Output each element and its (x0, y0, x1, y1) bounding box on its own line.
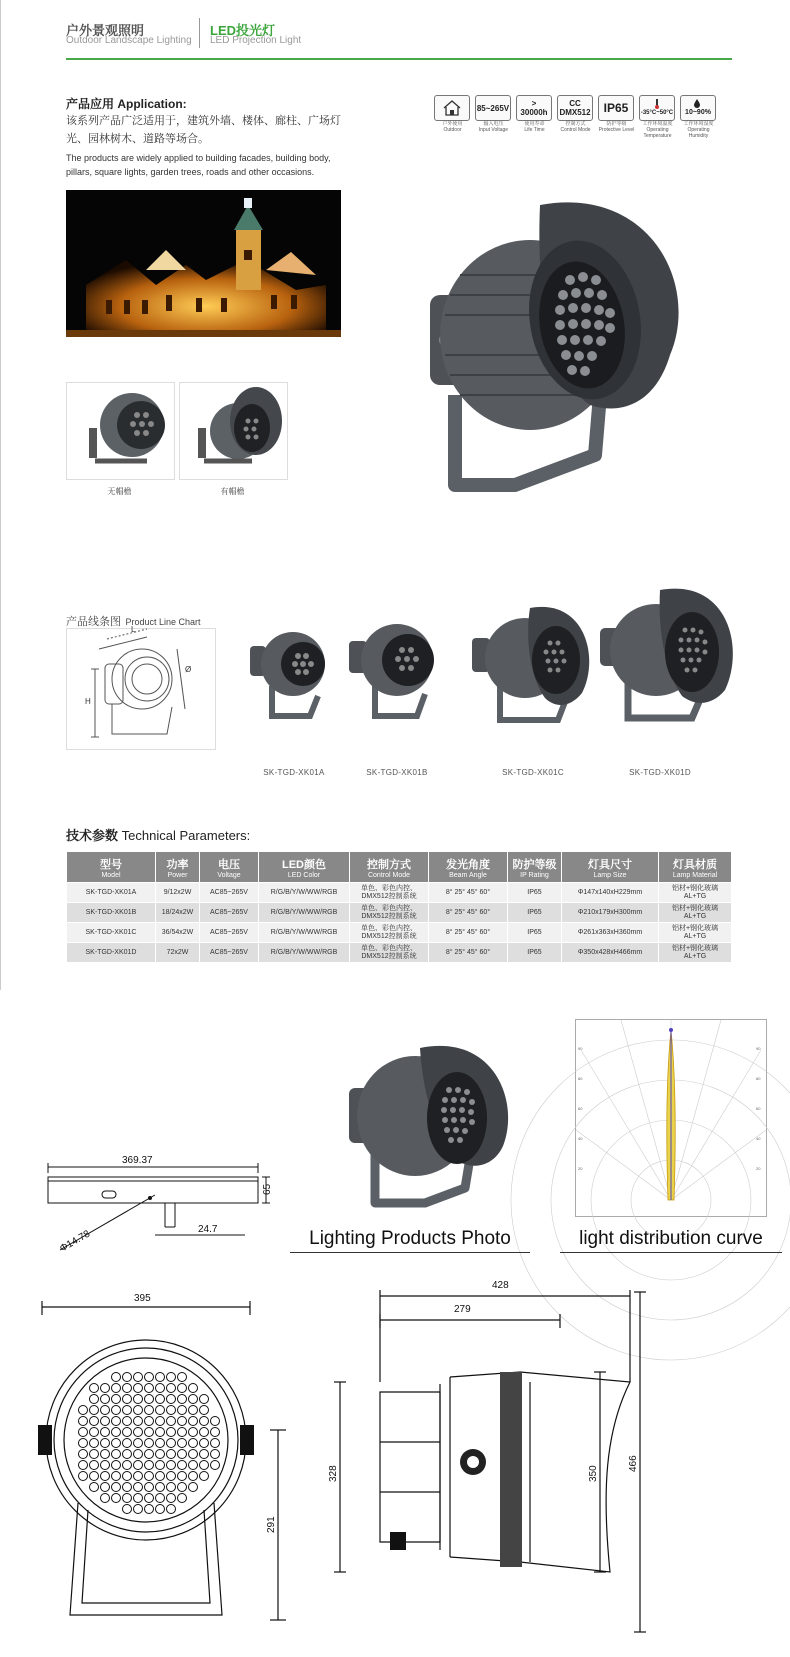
led-bead (90, 1450, 99, 1459)
cell-voltage: AC85~265V (200, 883, 259, 903)
cell-power: 18/24x2W (156, 903, 200, 923)
cell-model: SK-TGD-XK01D (67, 943, 156, 963)
led-bead (178, 1461, 187, 1470)
led-bead (123, 1461, 132, 1470)
led-bead (123, 1373, 132, 1382)
tech-table (66, 851, 732, 963)
led-bead (189, 1461, 198, 1470)
led-bead (123, 1395, 132, 1404)
led-bead (90, 1461, 99, 1470)
product-title-cn: LED投光灯 (210, 23, 276, 38)
cell-size: Φ147x140xH229mm (562, 883, 659, 903)
led-bead (79, 1428, 88, 1437)
cell-ip: IP65 (508, 883, 562, 903)
spec-label-en: Operating Humidity (687, 127, 710, 139)
model-caption-a: SK-TGD-XK01A (263, 768, 325, 777)
svg-text:20: 20 (756, 1166, 761, 1171)
led-bead (134, 1428, 143, 1437)
led-bead (156, 1395, 165, 1404)
spec-label-cn: 工作环境温度 (642, 121, 673, 127)
dim-label-d: Ø (185, 665, 192, 674)
led-bead (134, 1461, 143, 1470)
led-bead (123, 1450, 132, 1459)
led-bead (145, 1472, 154, 1481)
led-bead (101, 1483, 110, 1492)
svg-text:60: 60 (756, 1106, 761, 1111)
led-bead (178, 1428, 187, 1437)
svg-text:60: 60 (578, 1106, 583, 1111)
cell-control: 单色、彩色内控、DMX512控制系统 (350, 883, 429, 903)
spec-value: 10~90% (685, 109, 711, 116)
dim-side-height-3: 466 (628, 1455, 639, 1472)
tech-header-row (67, 852, 732, 883)
led-bead (211, 1417, 220, 1426)
cell-model: SK-TGD-XK01A (67, 883, 156, 903)
cell-voltage: AC85~265V (200, 903, 259, 923)
th-ip-rating: 防护等级 IP Rating (508, 852, 562, 883)
led-bead (134, 1483, 143, 1492)
led-bead (134, 1505, 143, 1514)
tech-title-cn: 技术参数 (66, 828, 119, 843)
led-bead (178, 1417, 187, 1426)
humidity-icon (680, 95, 716, 121)
led-bead (112, 1428, 121, 1437)
product-line-title-en: Product Line Chart (125, 617, 201, 627)
product-title-en: LED Projection Light (210, 35, 302, 46)
th-model: 型号 Model (67, 852, 156, 883)
led-bead (134, 1395, 143, 1404)
led-bead (211, 1450, 220, 1459)
led-bead (167, 1428, 176, 1437)
curve-caption: light distribution curve (579, 1228, 763, 1249)
led-bead (123, 1505, 132, 1514)
spec-label-cn: 输入电压 (483, 121, 504, 127)
led-bead (112, 1483, 121, 1492)
spec-label-cn: 防护等级 (606, 121, 627, 127)
led-bead (200, 1461, 209, 1470)
led-bead (101, 1428, 110, 1437)
dim-side-height-2: 350 (588, 1465, 599, 1482)
cell-beam: 8° 25° 45° 60° (429, 923, 508, 943)
led-bead (145, 1461, 154, 1470)
spec-value: > 30000h (520, 99, 548, 117)
led-bead (189, 1483, 198, 1492)
model-lamp-d (600, 578, 740, 738)
svg-text:90: 90 (578, 1046, 583, 1051)
led-bead (145, 1439, 154, 1448)
cell-ip: IP65 (508, 903, 562, 923)
cell-beam: 8° 25° 45° 60° (429, 903, 508, 923)
led-bead (189, 1450, 198, 1459)
led-bead (156, 1450, 165, 1459)
tech-title-en: Technical Parameters: (121, 828, 251, 843)
led-bead (167, 1505, 176, 1514)
led-bead (200, 1417, 209, 1426)
svg-text:40: 40 (578, 1136, 583, 1141)
led-bead (79, 1450, 88, 1459)
svg-text:80: 80 (578, 1076, 583, 1081)
led-bead (167, 1439, 176, 1448)
led-bead (178, 1439, 187, 1448)
cell-voltage: AC85~265V (200, 943, 259, 963)
spec-value: 85~265V (476, 103, 510, 113)
led-bead (90, 1384, 99, 1393)
led-bead (167, 1384, 176, 1393)
model-lamp-a (248, 626, 338, 736)
th-power: 功率 Power (156, 852, 200, 883)
led-bead (167, 1494, 176, 1503)
front-view-drawing (30, 1285, 320, 1650)
dim-side-width: 428 (492, 1280, 509, 1291)
spec-label-en: Operating Temperature (643, 127, 672, 139)
led-bead (211, 1439, 220, 1448)
led-bead (134, 1417, 143, 1426)
spec-icon-control (557, 95, 594, 139)
led-bead (101, 1461, 110, 1470)
spec-label-en: Control Mode (560, 127, 591, 133)
side-view-drawing (330, 1272, 770, 1652)
application-desc-en-2: pillars, square lights, garden trees, roads and other occasions. (66, 167, 315, 177)
dim-hole-diameter: Φ14.78 (58, 1228, 93, 1255)
cell-material: 铝材+钢化玻璃 AL+TG (659, 883, 732, 903)
dim-front-height: 291 (266, 1516, 277, 1533)
led-bead (79, 1439, 88, 1448)
header-rule (66, 58, 732, 60)
dim-slot-width: 24.7 (198, 1224, 218, 1235)
house-icon (434, 95, 470, 121)
led-bead (156, 1406, 165, 1415)
ip-icon (598, 95, 634, 121)
led-bead (189, 1472, 198, 1481)
application-photo (66, 190, 341, 337)
led-bead (178, 1483, 187, 1492)
led-bead (211, 1428, 220, 1437)
led-bead (145, 1395, 154, 1404)
application-desc-cn-2: 光、园林树木、道路等场合。 (66, 133, 209, 145)
cell-control: 单色、彩色内控、DMX512控制系统 (350, 903, 429, 923)
led-bead (134, 1373, 143, 1382)
led-bead (167, 1472, 176, 1481)
svg-text:90: 90 (756, 1046, 761, 1051)
cell-size: Φ350x428xH466mm (562, 943, 659, 963)
voltage-icon (475, 95, 511, 121)
cell-beam: 8° 25° 45° 60° (429, 883, 508, 903)
led-bead (101, 1406, 110, 1415)
dim-side-width-2: 279 (454, 1304, 471, 1315)
thumb-caption-no-hood: 无帽檐 (107, 487, 132, 496)
led-bead (134, 1384, 143, 1393)
spec-label-cn: 控制方式 (565, 121, 586, 127)
led-bead (156, 1384, 165, 1393)
led-bead (145, 1428, 154, 1437)
spec-label-en: Input Voltage (478, 127, 509, 133)
thumb-caption-with-hood: 有帽檐 (220, 487, 245, 496)
led-bead (189, 1384, 198, 1393)
application-desc-cn-1: 该系列产品广泛适用于，建筑外墙、楼体、廊柱、广场灯 (66, 115, 341, 127)
application-title: 产品应用 Application: (66, 97, 187, 111)
led-bead (101, 1384, 110, 1393)
curve-caption-rule (560, 1252, 782, 1253)
led-bead (112, 1373, 121, 1382)
spec-label-en: Outdoor (443, 127, 462, 133)
led-bead (101, 1439, 110, 1448)
led-bead (101, 1472, 110, 1481)
svg-text:20: 20 (578, 1166, 583, 1171)
led-bead (167, 1461, 176, 1470)
led-bead (101, 1450, 110, 1459)
led-bead (178, 1494, 187, 1503)
led-bead (123, 1384, 132, 1393)
led-bead (145, 1494, 154, 1503)
spec-icon-humidity (680, 95, 717, 139)
led-bead (189, 1417, 198, 1426)
led-bead (156, 1472, 165, 1481)
led-bead (101, 1417, 110, 1426)
model-caption-d: SK-TGD-XK01D (629, 768, 691, 777)
led-bead (145, 1406, 154, 1415)
led-bead (112, 1406, 121, 1415)
led-bead (145, 1373, 154, 1382)
led-bead (189, 1428, 198, 1437)
led-bead (123, 1439, 132, 1448)
led-bead (167, 1483, 176, 1492)
hero-lamp-image (420, 185, 690, 515)
led-bead (134, 1472, 143, 1481)
cell-color: R/G/B/Y/W/WW/RGB (259, 903, 350, 923)
th-led-color: LED颜色 LED Color (259, 852, 350, 883)
cell-color: R/G/B/Y/W/WW/RGB (259, 923, 350, 943)
led-bead (178, 1395, 187, 1404)
thumb-with-hood (179, 382, 288, 480)
led-bead (123, 1494, 132, 1503)
led-bead (112, 1439, 121, 1448)
led-bead (90, 1406, 99, 1415)
led-bead (145, 1417, 154, 1426)
led-bead (156, 1461, 165, 1470)
led-bead (167, 1395, 176, 1404)
product-line-title-cn: 产品线条图 (66, 616, 121, 628)
line-drawing-box (66, 625, 216, 750)
led-bead (112, 1494, 121, 1503)
led-bead (178, 1472, 187, 1481)
led-bead (90, 1472, 99, 1481)
led-bead (90, 1395, 99, 1404)
led-bead (112, 1395, 121, 1404)
model-lamp-c (470, 598, 595, 738)
led-bead (134, 1439, 143, 1448)
category-title-en: Outdoor Landscape Lighting (66, 35, 192, 46)
cell-power: 72x2W (156, 943, 200, 963)
led-bead (101, 1395, 110, 1404)
cell-model: SK-TGD-XK01C (67, 923, 156, 943)
led-bead (200, 1428, 209, 1437)
table-row (67, 883, 732, 903)
led-bead (79, 1406, 88, 1415)
led-bead (112, 1450, 121, 1459)
table-row (67, 943, 732, 963)
cell-power: 9/12x2W (156, 883, 200, 903)
bracket-drawing (40, 1155, 273, 1255)
led-bead (200, 1472, 209, 1481)
led-bead (123, 1406, 132, 1415)
led-bead (200, 1439, 209, 1448)
led-bead (90, 1483, 99, 1492)
spec-label-en: Protective Level (598, 127, 635, 133)
th-voltage: 电压 Voltage (200, 852, 259, 883)
led-bead (134, 1406, 143, 1415)
spec-icon-ip (598, 95, 635, 139)
led-bead (90, 1417, 99, 1426)
left-border (0, 0, 1, 990)
led-bead (156, 1417, 165, 1426)
photo-caption-rule (290, 1252, 530, 1253)
led-bead (90, 1428, 99, 1437)
spec-value: CC DMX512 (559, 99, 591, 117)
led-bead (156, 1439, 165, 1448)
dim-front-width: 395 (134, 1293, 151, 1304)
product-photo (345, 1028, 515, 1218)
thermometer-icon (639, 95, 675, 121)
led-bead (134, 1450, 143, 1459)
header-divider (199, 18, 200, 48)
led-bead (156, 1373, 165, 1382)
th-lamp-size: 灯具尺寸 Lamp Size (562, 852, 659, 883)
led-bead (167, 1450, 176, 1459)
cell-ip: IP65 (508, 923, 562, 943)
svg-text:40: 40 (756, 1136, 761, 1141)
thumb-no-hood (66, 382, 175, 480)
model-caption-b: SK-TGD-XK01B (366, 768, 428, 777)
led-bead (112, 1417, 121, 1426)
spec-icon-life (516, 95, 553, 139)
control-icon (557, 95, 593, 121)
cell-power: 36/54x2W (156, 923, 200, 943)
spec-label-en: Life Time (524, 127, 545, 133)
led-bead (145, 1450, 154, 1459)
th-beam-angle: 发光角度 Beam Angle (429, 852, 508, 883)
th-control-mode: 控制方式 Control Mode (350, 852, 429, 883)
tech-title (66, 825, 250, 844)
led-bead (167, 1406, 176, 1415)
led-bead (211, 1461, 220, 1470)
th-lamp-material: 灯具材质 Lamp Material (659, 852, 732, 883)
photo-caption: Lighting Products Photo (309, 1228, 511, 1249)
led-bead (145, 1384, 154, 1393)
dim-label-l: L (131, 625, 136, 634)
cell-control: 单色、彩色内控、DMX512控制系统 (350, 923, 429, 943)
cell-beam: 8° 25° 45° 60° (429, 943, 508, 963)
dim-label-h: H (85, 697, 91, 706)
svg-text:80: 80 (756, 1076, 761, 1081)
led-bead (167, 1417, 176, 1426)
led-bead (134, 1494, 143, 1503)
led-bead (178, 1450, 187, 1459)
spec-label-cn: 使用寿命 (524, 121, 545, 127)
led-bead (112, 1461, 121, 1470)
spec-icon-outdoor (434, 95, 471, 139)
led-bead (178, 1384, 187, 1393)
spec-value: IP65 (603, 100, 629, 115)
dim-bracket-length: 369.37 (122, 1155, 153, 1166)
led-bead (156, 1505, 165, 1514)
cell-ip: IP65 (508, 943, 562, 963)
cell-material: 铝材+钢化玻璃 AL+TG (659, 923, 732, 943)
led-bead (178, 1373, 187, 1382)
led-bead (189, 1439, 198, 1448)
led-bead (79, 1417, 88, 1426)
led-bead (200, 1450, 209, 1459)
led-bead (112, 1472, 121, 1481)
led-bead (200, 1406, 209, 1415)
cell-voltage: AC85~265V (200, 923, 259, 943)
led-bead (167, 1373, 176, 1382)
led-bead (101, 1494, 110, 1503)
led-bead (156, 1428, 165, 1437)
spec-label-cn: 户外使用 (442, 121, 463, 127)
led-bead (189, 1406, 198, 1415)
application-desc-en-1: The products are widely applied to building facades, building body, (66, 153, 331, 163)
dim-bracket-height: 65 (262, 1183, 273, 1195)
led-bead (90, 1439, 99, 1448)
led-bead (178, 1406, 187, 1415)
table-row (67, 923, 732, 943)
spec-icon-row (434, 95, 717, 139)
led-bead (156, 1483, 165, 1492)
cell-size: Φ261x363xH360mm (562, 923, 659, 943)
spec-icon-temperature (639, 95, 676, 139)
cell-material: 铝材+钢化玻璃 AL+TG (659, 903, 732, 923)
led-bead (156, 1494, 165, 1503)
led-bead (79, 1461, 88, 1470)
led-bead (145, 1483, 154, 1492)
spec-value: -35°C~50°C (640, 109, 674, 116)
dim-side-height-1: 328 (328, 1465, 339, 1482)
model-caption-c: SK-TGD-XK01C (502, 768, 564, 777)
model-lamp-b (347, 616, 447, 736)
cell-material: 铝材+钢化玻璃 AL+TG (659, 943, 732, 963)
led-bead (123, 1472, 132, 1481)
cell-color: R/G/B/Y/W/WW/RGB (259, 883, 350, 903)
led-bead (189, 1395, 198, 1404)
cell-size: Φ210x179xH300mm (562, 903, 659, 923)
led-bead (112, 1384, 121, 1393)
led-bead (123, 1483, 132, 1492)
cell-color: R/G/B/Y/W/WW/RGB (259, 943, 350, 963)
spec-icon-voltage (475, 95, 512, 139)
spec-label-cn: 工作环境湿度 (683, 121, 714, 127)
cell-model: SK-TGD-XK01B (67, 903, 156, 923)
led-bead (123, 1417, 132, 1426)
table-row (67, 903, 732, 923)
led-bead (123, 1428, 132, 1437)
distribution-curve-chart (575, 1019, 767, 1217)
life-icon (516, 95, 552, 121)
led-bead (79, 1472, 88, 1481)
category-title-cn: 户外景观照明 (66, 23, 145, 38)
led-bead (145, 1505, 154, 1514)
cell-control: 单色、彩色内控、DMX512控制系统 (350, 943, 429, 963)
led-bead (200, 1395, 209, 1404)
